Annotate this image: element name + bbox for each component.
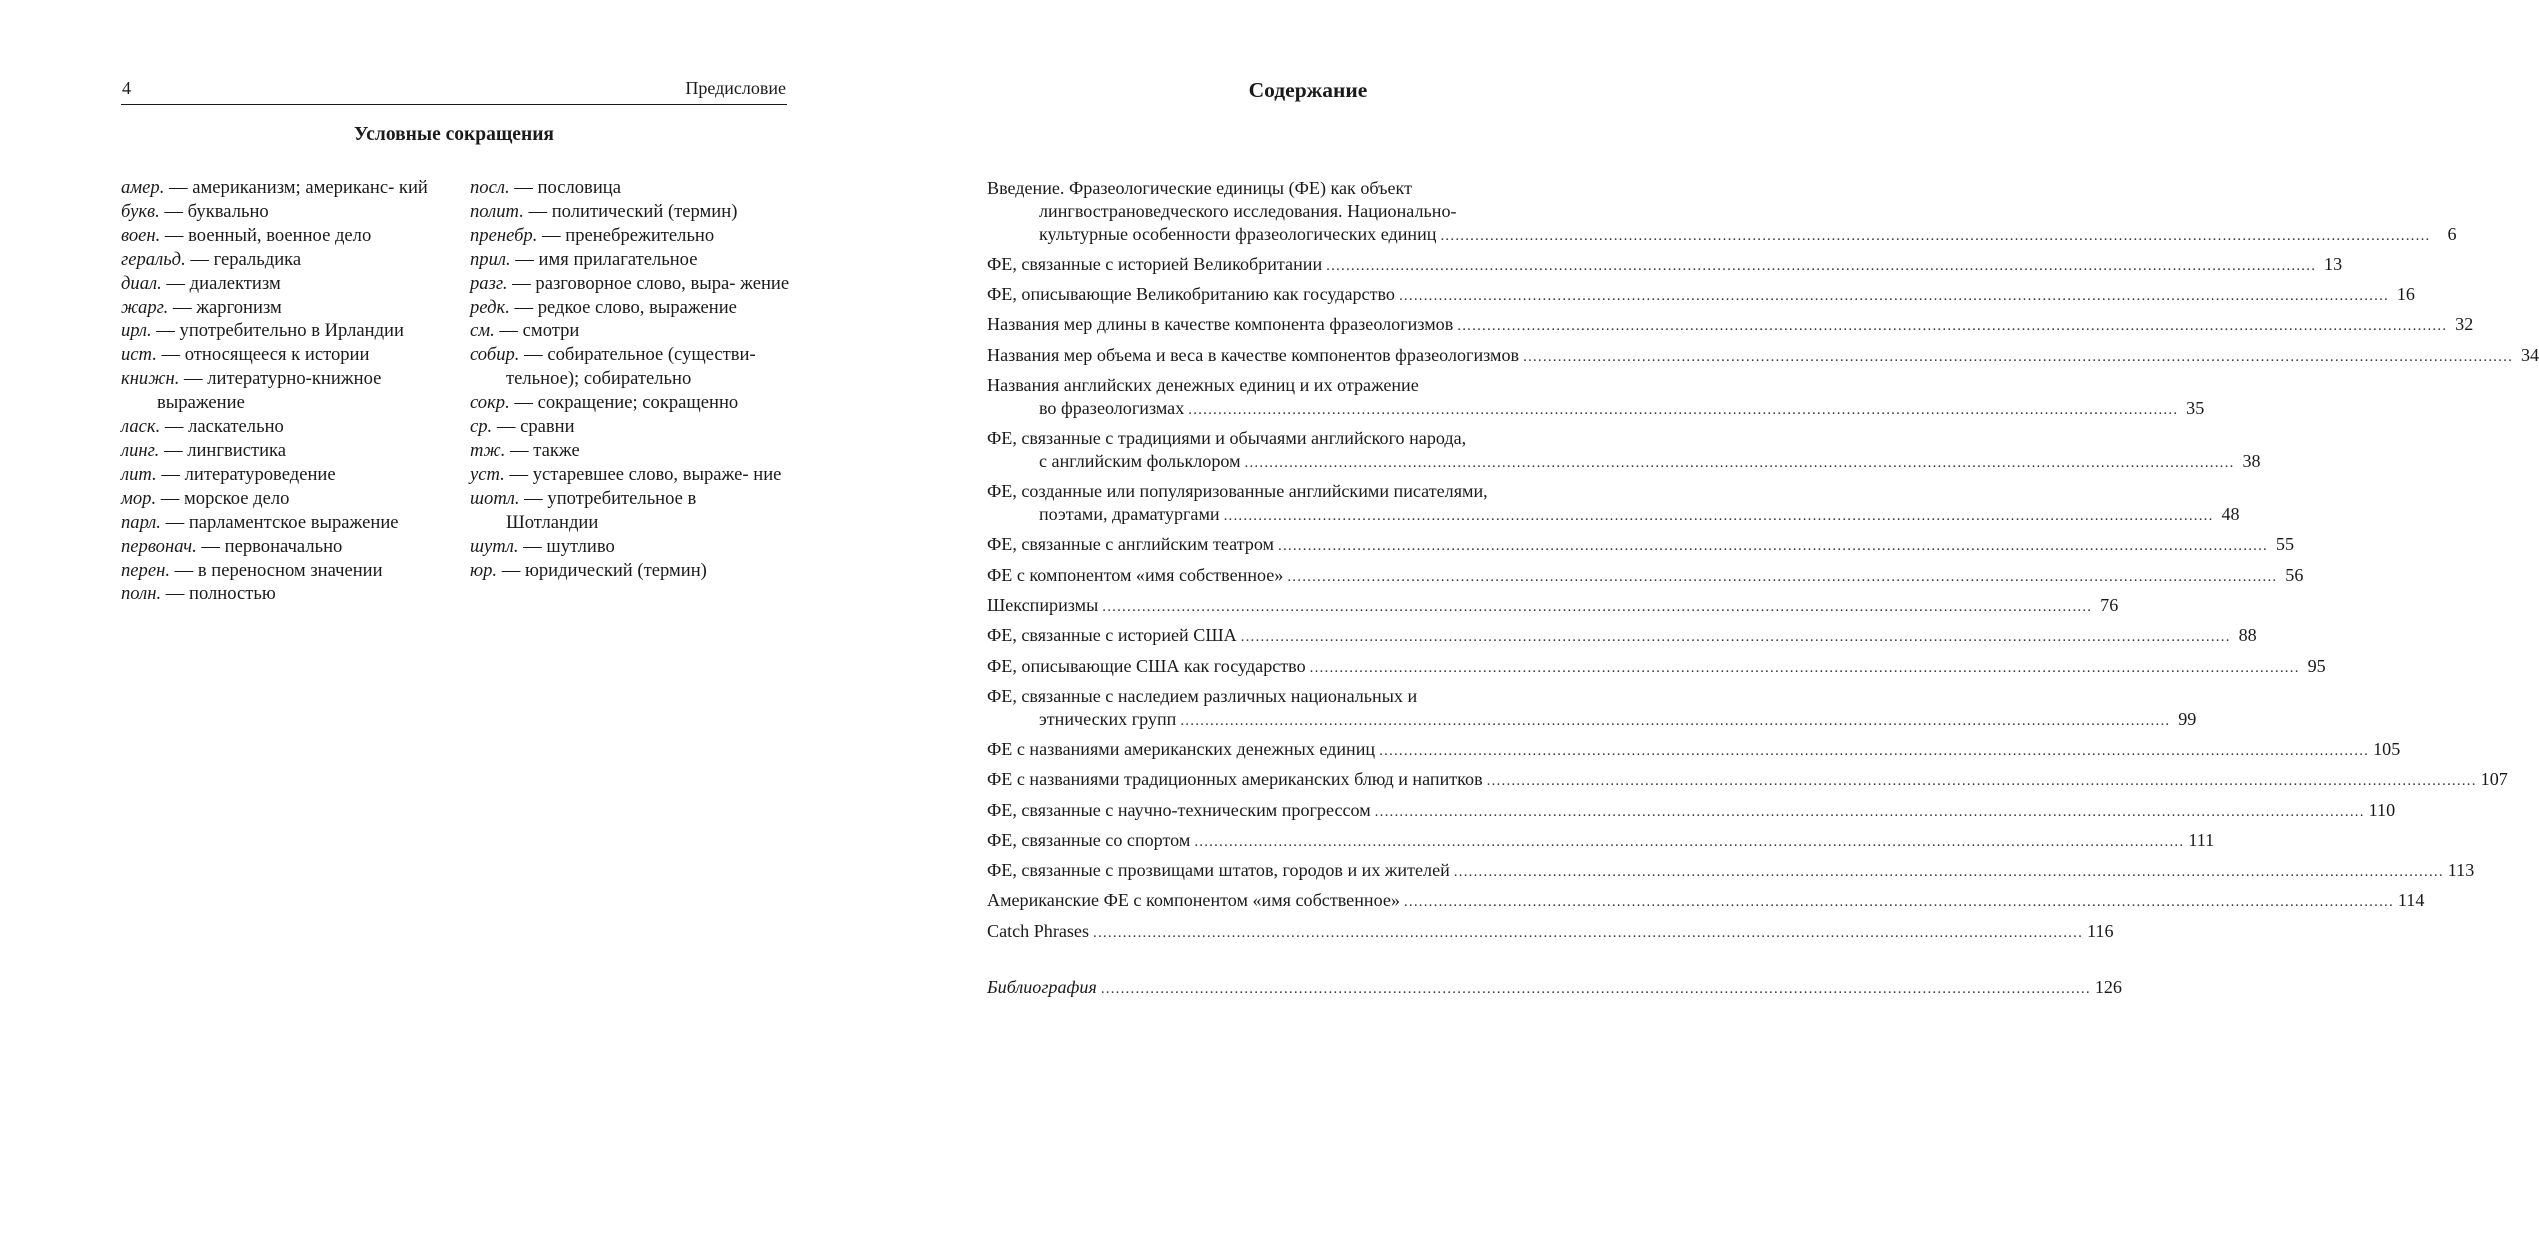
toc-entry-title: Названия английских денежных единиц и их отражение: [987, 375, 1419, 396]
toc-entry-title: ФЕ, связанные со спортом: [987, 829, 1191, 850]
abbreviation-term: см.: [470, 320, 495, 342]
running-head-title: Предисловие: [685, 78, 786, 98]
abbreviation-term: линг.: [121, 439, 160, 461]
toc-entry-bibliography: [987, 976, 2122, 1001]
toc-line: [987, 223, 2457, 248]
abbreviation-description: — лингвистика: [159, 439, 287, 461]
toc-entry-title: ФЕ, связанные с традициями и обычаями английского народа,: [987, 428, 1467, 449]
toc-entry-title: с английским фольклором: [1039, 450, 1241, 471]
toc-entry-title: ФЕ с названиями традиционных американских блюд и напитков: [987, 769, 1483, 790]
toc-page-number: 76: [2100, 594, 2119, 615]
toc-leader-dots: ........................................................................................................................................................................................................: [1278, 538, 2268, 555]
toc-entry: [987, 374, 2205, 422]
abbreviation-term: пренебр.: [470, 224, 538, 246]
abbreviation-term: парл.: [121, 511, 161, 533]
toc-entry-title: Шекспиризмы: [987, 594, 1099, 615]
abbreviations-title: Условные сокращения: [354, 124, 554, 145]
toc-line: [987, 253, 2343, 278]
abbreviation-description: — в переносном значении: [169, 559, 383, 581]
toc-leader-dots: ........................................................................................................................................................................................................: [1523, 348, 2514, 365]
abbreviation-term: ирл.: [121, 320, 152, 342]
toc-entry-title: Названия мер объема и веса в качестве компонентов фразеологизмов: [987, 344, 1520, 365]
toc-page-number: 13: [2324, 253, 2343, 274]
toc-leader-dots: ........................................................................................................................................................................................................: [1379, 742, 2370, 759]
toc-leader-dots: ........................................................................................................................................................................................................: [1287, 568, 2278, 585]
toc-entry-title: Американские ФЕ с компонентом «имя собственное»: [987, 890, 1400, 911]
toc-leader-dots: ........................................................................................................................................................................................................: [1100, 980, 2091, 997]
page-number: 4: [122, 78, 131, 98]
abbreviation-entry: [121, 319, 439, 343]
toc-entry: [987, 177, 2457, 247]
toc-leader-dots: ........................................................................................................................................................................................................: [1188, 401, 2179, 418]
abbreviation-entry: [121, 535, 439, 559]
abbreviation-description: — юридический (термин): [497, 559, 707, 581]
abbreviation-entry: [121, 272, 439, 296]
toc-page-number: 116: [2087, 920, 2114, 941]
abbreviation-description: — жаргонизм: [168, 296, 282, 318]
toc-leader-dots: ........................................................................................................................................................................................................: [1102, 598, 2093, 615]
abbreviation-entry: [470, 559, 790, 583]
toc-page-number: 55: [2275, 534, 2294, 555]
abbreviation-description: — смотри: [494, 320, 580, 342]
toc-leader-dots: ........................................................................................................................................................................................................: [1374, 803, 2365, 820]
running-head: [121, 76, 787, 105]
abbreviation-term: юр.: [470, 559, 498, 581]
toc-entry: [987, 344, 2539, 369]
toc-leader-dots: ........................................................................................................................................................................................................: [1309, 659, 2300, 676]
toc-page-number: 105: [2373, 738, 2401, 759]
toc-leader-dots: ........................................................................................................................................................................................................: [1486, 773, 2477, 790]
abbreviation-description: — относящееся к истории: [156, 344, 370, 366]
toc-page-number: 6: [2447, 223, 2457, 244]
toc-line: [987, 313, 2474, 338]
abbreviation-description: — устаревшее слово, выраже- ние: [504, 463, 782, 485]
abbreviation-description: — американизм; американс- кий: [164, 177, 428, 198]
toc-entry: [987, 799, 2396, 824]
toc-leader-dots: ........................................................................................................................................................................................................: [1194, 833, 2185, 850]
toc-line: [987, 859, 2475, 884]
abbreviation-description: — употребительно в Ирландии: [151, 320, 404, 342]
abbreviation-term: полит.: [470, 200, 524, 222]
toc-page-number: 34: [2520, 344, 2539, 365]
abbreviation-description: — пренебрежительно: [537, 224, 715, 246]
abbreviation-term: ср.: [470, 416, 493, 438]
abbreviation-description: — собирательное (существи- тельное); собирательно: [506, 344, 756, 390]
toc-leader-dots: ........................................................................................................................................................................................................: [1440, 227, 2431, 244]
abbreviation-entry: [121, 296, 439, 320]
abbreviation-term: ист.: [121, 344, 157, 366]
toc-entry: [987, 829, 2215, 854]
toc-entry-title: этнических групп: [1039, 708, 1177, 729]
toc-line: [987, 503, 2240, 528]
abbreviation-entry: [470, 391, 790, 415]
abbreviation-entry: [121, 367, 439, 415]
abbreviation-entry: [470, 439, 790, 463]
toc-line: [987, 799, 2396, 824]
abbreviation-description: — парламентское выражение: [160, 511, 399, 533]
abbreviation-description: — шутливо: [518, 535, 615, 557]
toc-entry-title: ФЕ, связанные с научно-техническим прогрессом: [987, 799, 1371, 820]
toc-leader-dots: ........................................................................................................................................................................................................: [1180, 712, 2171, 729]
abbreviation-term: мор.: [121, 487, 157, 509]
toc-page-number: 32: [2455, 314, 2474, 335]
toc-leader-dots: ........................................................................................................................................................................................................: [1453, 864, 2444, 881]
toc-entry: [987, 738, 2401, 763]
toc-line: [987, 450, 2261, 475]
toc-entry-title: Введение. Фразеологические единицы (ФЕ) как объект: [987, 178, 1412, 198]
toc-entry: [987, 685, 2197, 733]
abbreviation-description: — сравни: [492, 416, 575, 438]
abbreviation-entry: [470, 415, 790, 439]
toc-entry: [987, 564, 2304, 589]
abbreviation-entry: [121, 582, 439, 606]
toc-entry: [987, 313, 2474, 338]
abbreviation-term: перен.: [121, 559, 170, 581]
toc-entry: [987, 253, 2343, 278]
abbreviation-term: жарг.: [121, 296, 169, 318]
abbreviation-description: — литературоведение: [156, 463, 336, 485]
toc-entry: [987, 768, 2508, 793]
toc-entry-title: ФЕ, связанные с английским театром: [987, 534, 1274, 555]
abbreviation-term: букв.: [121, 200, 160, 222]
abbreviation-entry: [470, 535, 790, 559]
toc-entry-title: Названия мер длины в качестве компонента фразеологизмов: [987, 314, 1454, 335]
toc-line: [987, 889, 2425, 914]
abbreviation-description: — ласкательно: [160, 416, 284, 438]
toc-line: [987, 624, 2257, 649]
toc-page-number: 88: [2238, 625, 2257, 646]
abbreviation-term: собир.: [470, 344, 520, 366]
abbreviation-description: — также: [505, 439, 580, 461]
abbreviation-entry: [470, 463, 790, 487]
toc-page-number: 38: [2242, 450, 2261, 471]
abbreviation-term: диал.: [121, 272, 162, 294]
abbreviation-description: — разговорное слово, выра- жение: [507, 272, 790, 294]
toc-leader-dots: ........................................................................................................................................................................................................: [1223, 508, 2214, 525]
abbreviation-description: — полностью: [161, 583, 276, 605]
abbreviation-description: — имя прилагательное: [510, 248, 698, 270]
abbreviation-entry: [470, 272, 790, 296]
toc-page-number: 56: [2285, 564, 2304, 585]
abbreviation-entry: [121, 200, 439, 224]
abbreviation-term: ласк.: [121, 416, 161, 438]
abbreviation-entry: [121, 415, 439, 439]
toc-line: [987, 920, 2114, 945]
toc-leader-dots: ........................................................................................................................................................................................................: [1457, 318, 2448, 335]
abbreviation-description: — морское дело: [156, 487, 290, 509]
toc-line: [987, 533, 2294, 558]
toc-entry: [987, 594, 2119, 619]
abbreviation-description: — политический (термин): [523, 200, 738, 222]
abbreviation-entry: [470, 343, 790, 391]
toc-entry-title: ФЕ, связанные с наследием различных национальных и: [987, 685, 1418, 706]
abbreviation-entry: [121, 248, 439, 272]
abbreviation-term: сокр.: [470, 392, 510, 414]
abbreviation-description: — диалектизм: [161, 272, 281, 294]
abbreviation-description: — буквально: [159, 200, 269, 222]
toc-page-number: 99: [2178, 708, 2197, 729]
abbreviation-entry: [121, 343, 439, 367]
toc-leader-dots: ........................................................................................................................................................................................................: [1398, 288, 2389, 305]
abbreviation-description: — геральдика: [185, 248, 302, 270]
toc-entry-title: ФЕ, созданные или популяризованные английскими писателями,: [987, 481, 1488, 502]
toc-page-number: 126: [2094, 976, 2122, 997]
abbreviation-description: — литературно-книжное выражение: [157, 368, 382, 414]
toc-entry-title: во фразеологизмах: [1039, 397, 1185, 418]
abbreviation-entry: [470, 487, 790, 535]
abbreviation-entry: [121, 463, 439, 487]
toc-leader-dots: ........................................................................................................................................................................................................: [1244, 454, 2235, 471]
abbreviation-description: — пословица: [509, 177, 621, 198]
abbreviation-entry: [470, 296, 790, 320]
toc-page-number: 111: [2188, 829, 2215, 850]
toc-line: [987, 283, 2415, 308]
abbreviation-description: — редкое слово, выражение: [509, 296, 737, 318]
toc-line: [987, 768, 2508, 793]
toc-line: [987, 976, 2122, 1001]
abbreviations-column-1: [121, 176, 439, 606]
abbreviation-description: — первоначально: [196, 535, 343, 557]
abbreviation-term: полн.: [121, 583, 162, 605]
toc-leader-dots: ........................................................................................................................................................................................................: [1326, 257, 2317, 274]
toc-entry: [987, 920, 2114, 945]
toc-entry: [987, 624, 2257, 649]
toc-entry-title: Catch Phrases: [987, 920, 1090, 941]
abbreviation-entry: [121, 224, 439, 248]
toc-entry: [987, 889, 2425, 914]
toc-line: [987, 708, 2197, 733]
contents-title: Содержание: [1248, 78, 1368, 102]
toc-entry-title: ФЕ с названиями американских денежных единиц: [987, 738, 1376, 759]
abbreviation-term: шутл.: [470, 535, 519, 557]
toc-entry-title: лингвострановедческого исследования. Национально-: [1039, 200, 1457, 221]
abbreviation-entry: [121, 487, 439, 511]
left-page: [0, 0, 877, 1241]
toc-page-number: 114: [2397, 890, 2425, 911]
toc-page-number: 95: [2307, 655, 2326, 676]
toc-entry-title: Библиография: [987, 976, 1097, 997]
abbreviation-term: уст.: [470, 463, 505, 485]
abbreviation-term: воен.: [121, 224, 161, 246]
toc-page-number: 35: [2186, 397, 2205, 418]
toc-line: [987, 829, 2215, 854]
abbreviation-term: прил.: [470, 248, 511, 270]
abbreviation-entry: [470, 248, 790, 272]
abbreviations-column-2: [470, 176, 790, 582]
abbreviation-entry: [470, 200, 790, 224]
toc-entry-title: ФЕ, описывающие Великобританию как государство: [987, 284, 1395, 305]
toc-leader-dots: ........................................................................................................................................................................................................: [1403, 894, 2394, 911]
toc-line: [987, 564, 2304, 589]
toc-page-number: 113: [2447, 860, 2475, 881]
abbreviation-entry: [121, 559, 439, 583]
toc-leader-dots: ........................................................................................................................................................................................................: [1240, 629, 2231, 646]
toc-entry: [987, 283, 2415, 308]
abbreviation-term: первонач.: [121, 535, 197, 557]
abbreviation-term: посл.: [470, 177, 510, 198]
abbreviation-entry: [121, 511, 439, 535]
abbreviation-entry: [470, 319, 790, 343]
abbreviation-term: разг.: [470, 272, 508, 294]
abbreviation-term: лит.: [121, 463, 157, 485]
toc-entry: [987, 655, 2326, 680]
toc-line: [987, 344, 2539, 369]
toc-page-number: 110: [2368, 799, 2396, 820]
abbreviation-description: — употребительное в Шотландии: [506, 487, 697, 533]
abbreviation-term: шотл.: [470, 487, 520, 509]
toc-line: [987, 594, 2119, 619]
toc-entry-title: ФЕ, описывающие США как государство: [987, 655, 1306, 676]
toc-entry-title: ФЕ с компонентом «имя собственное»: [987, 564, 1284, 585]
toc-entry-title: ФЕ, связанные с историей Великобритании: [987, 253, 1323, 274]
toc-entry-title: ФЕ, связанные с историей США: [987, 625, 1237, 646]
abbreviation-entry: [470, 224, 790, 248]
toc-page-number: 48: [2221, 504, 2240, 525]
toc-entry: [987, 480, 2240, 528]
abbreviation-description: — сокращение; сокращенно: [509, 392, 739, 414]
toc-line: [987, 738, 2401, 763]
toc-page-number: 107: [2480, 769, 2508, 790]
toc-entry-title: поэтами, драматургами: [1039, 504, 1220, 525]
table-of-contents: [987, 177, 2539, 1006]
toc-line: [987, 655, 2326, 680]
abbreviation-term: редк.: [470, 296, 510, 318]
toc-entry-title: культурные особенности фразеологических единиц: [1039, 223, 1437, 244]
toc-leader-dots: ........................................................................................................................................................................................................: [1093, 924, 2084, 941]
toc-entry: [987, 533, 2294, 558]
abbreviation-term: книжн.: [121, 368, 180, 390]
toc-entry-title: ФЕ, связанные с прозвищами штатов, городов и их жителей: [987, 860, 1450, 881]
abbreviation-entry: [121, 176, 439, 200]
abbreviation-term: амер.: [121, 177, 165, 198]
abbreviation-term: тж.: [470, 439, 506, 461]
toc-entry: [987, 859, 2475, 884]
toc-line: [987, 397, 2205, 422]
toc-page-number: 16: [2396, 284, 2415, 305]
abbreviation-entry: [121, 439, 439, 463]
abbreviation-term: геральд.: [121, 248, 186, 270]
abbreviation-entry: [470, 176, 790, 200]
toc-entry: [987, 427, 2261, 475]
abbreviation-description: — военный, военное дело: [160, 224, 372, 246]
